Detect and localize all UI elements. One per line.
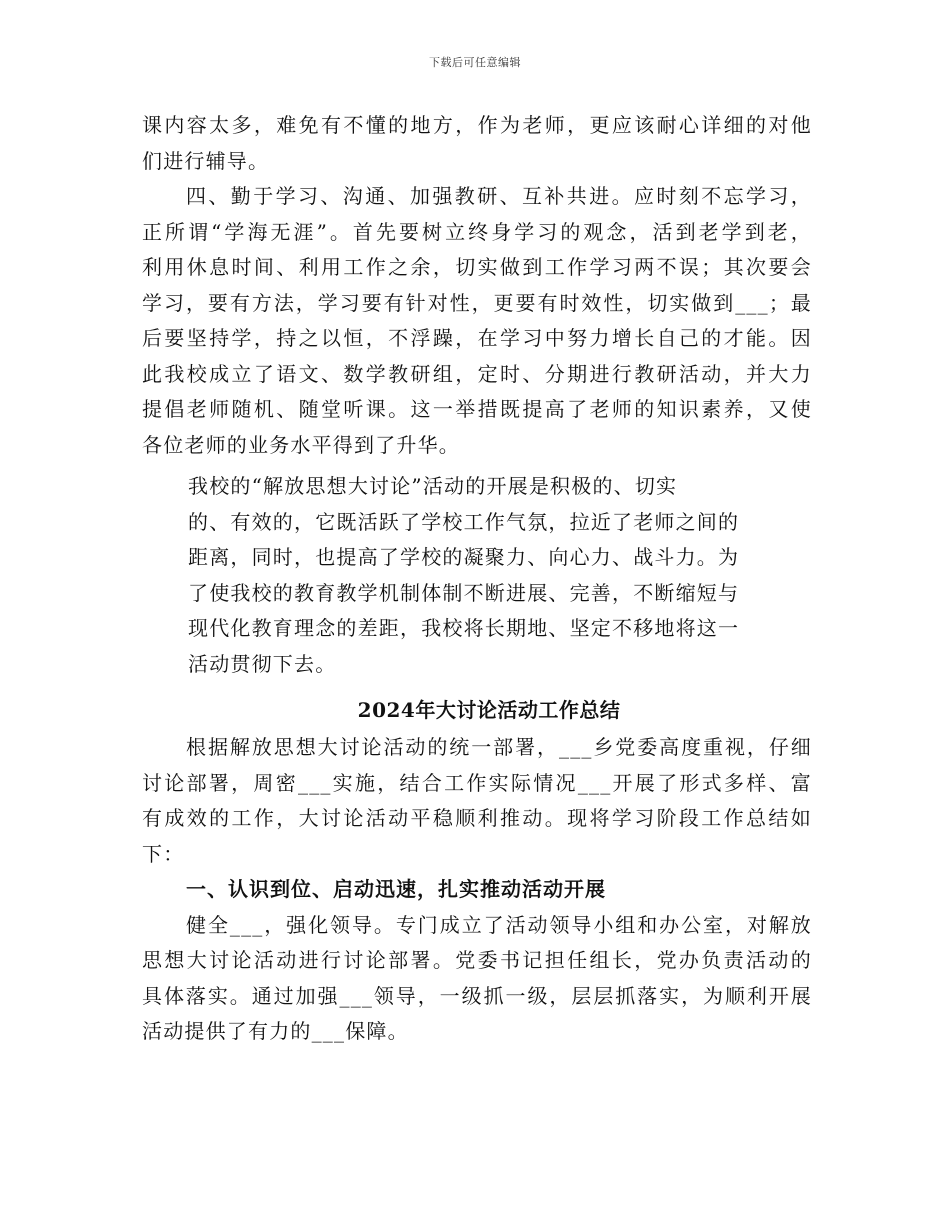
article-title: 2024年大讨论活动工作总结 [357,698,621,722]
page-header: 下载后可任意编辑 [429,56,521,69]
body-line: 根据解放思想大讨论活动的统一部署，___乡党委高度重视，仔细 [186,735,812,759]
body-line: 提倡老师随机、随堂听课。这一举措既提高了老师的知识素养，又使 [142,397,812,421]
quote-block [142,469,812,682]
body-line: 后要坚持学，持之以恒，不浮躁，在学习中努力增长自己的才能。因 [142,326,812,350]
quote-line: 距离，同时，也提高了学校的凝聚力、向心力、战斗力。为 [188,545,740,569]
body-line: 活动提供了有力的___保障。 [142,1019,409,1043]
quote-line: 的、有效的，它既活跃了学校工作气氛，拉近了老师之间的 [188,509,740,534]
quote-line: 我校的“解放思想大讨论”活动的开展是积极的、切实 [188,474,678,498]
body-line: 此我校成立了语文、数学教研组，定时、分期进行教研活动，并大力 [142,361,812,386]
body-line: 课内容太多，难免有不懂的地方，作为老师，更应该耐心详细的对他 [142,113,812,137]
body-line: 们进行辅导。 [142,148,270,173]
quote-line: 活动贯彻下去。 [188,651,337,676]
body-line: 思想大讨论活动进行讨论部署。党委书记担任组长，党办负责活动的 [142,948,812,972]
body-line: 讨论部署，周密___实施，结合工作实际情况___开展了形式多样、富 [142,770,812,795]
body-line: 健全___，强化领导。专门成立了活动领导小组和办公室，对解放 [186,912,812,937]
body-line: 各位老师的业务水平得到了升华。 [142,432,460,457]
section-heading: 一、认识到位、启动迅速，扎实推动活动开展 [186,877,606,901]
body-line: 具体落实。通过加强___领导，一级抓一级，层层抓落实，为顺利开展 [142,983,812,1008]
body-line: 正所谓“学海无涯”。首先要树立终身学习的观念，活到老学到老， [142,219,812,244]
body-line: 四、勤于学习、沟通、加强教研、互补共进。应时刻不忘学习， [186,184,812,208]
quote-line: 现代化教育理念的差距，我校将长期地、坚定不移地将这一 [188,616,740,640]
document-body [142,108,812,1050]
body-line: 有成效的工作，大讨论活动平稳顺利推动。现将学习阶段工作总结如 [142,806,812,830]
body-line: 学习，要有方法，学习要有针对性，更要有时效性，切实做到___；最 [142,290,812,315]
body-line: 下： [142,841,185,866]
body-line: 利用休息时间、利用工作之余，切实做到工作学习两不误；其次要会 [142,255,812,279]
quote-line: 了使我校的教育教学机制体制不断进展、完善，不断缩短与 [188,580,740,605]
